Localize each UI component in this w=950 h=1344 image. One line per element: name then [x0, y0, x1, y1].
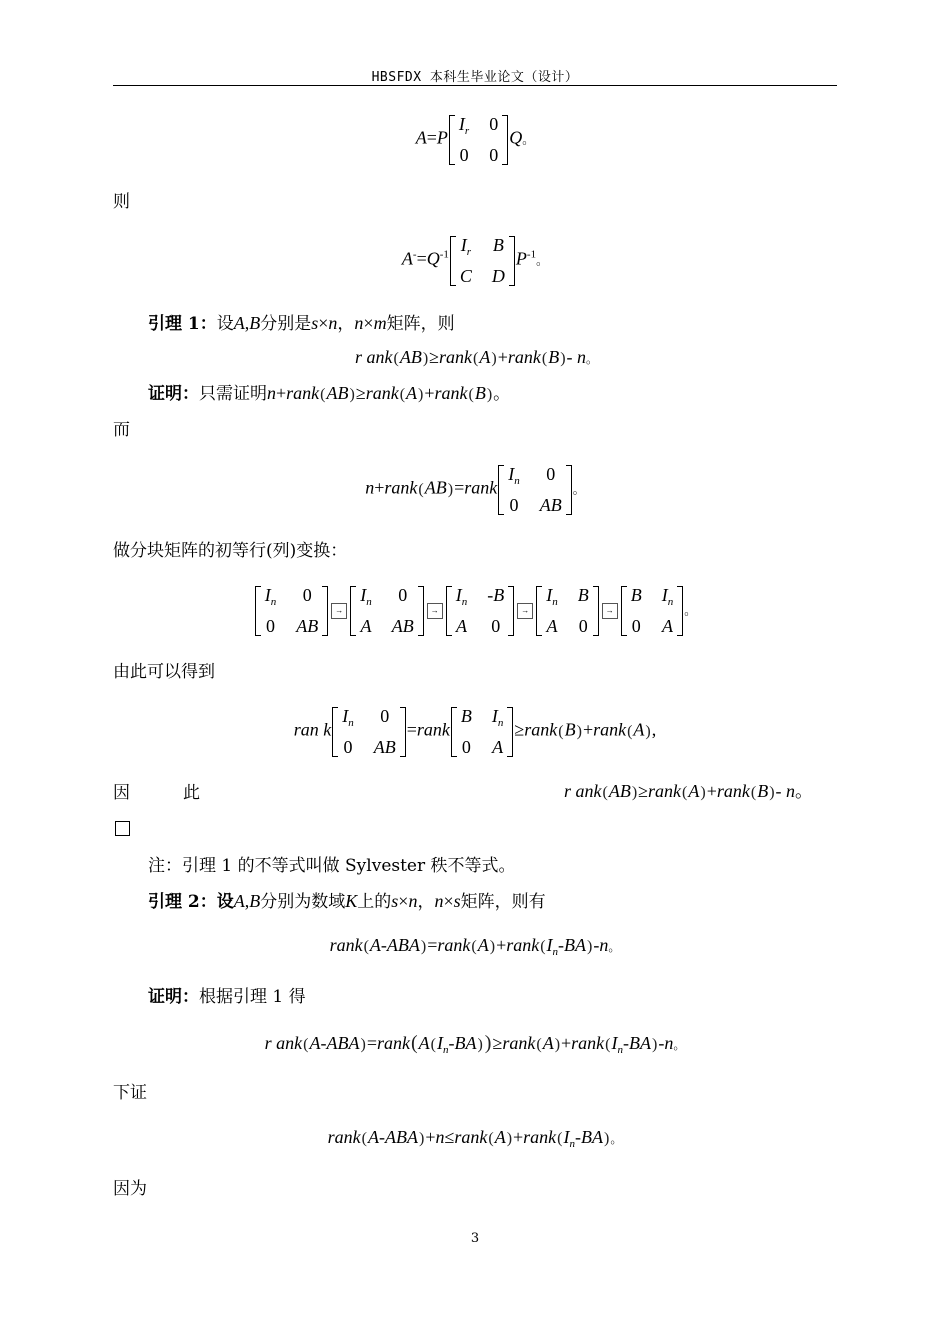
equation-rank-bound: ran k $I_n$ 0 0 AB =rank B $I_n$ 0 A ≥rank(B)+rank(A), — [293, 706, 657, 757]
transform-arrow-icon: → — [331, 603, 347, 619]
transform-arrow-icon: → — [427, 603, 443, 619]
paragraph-er: 而 — [113, 420, 130, 440]
lemma2-statement: 引理 2：设A,B分别为数域K上的s×n，n×s矩阵，则有 — [148, 891, 546, 912]
proof1-statement: 证明：只需证明n+rank(AB)≥rank(A)+rank(B)。 — [148, 383, 511, 404]
paragraph-derive: 由此可以得到 — [113, 662, 215, 682]
lemma1-statement: 引理 1：设A,B分别是s×n，n×m矩阵，则 — [148, 313, 455, 334]
lemma1-inequality: r ank(AB)≥rank(A)+rank(B)- n。 — [355, 347, 599, 367]
equation-a-decomposition: A=P $I_r$ 0 0 0 Q。 — [415, 114, 535, 165]
equation-block-rank: n+rank(AB)=rank $I_n$ 0 0 AB 。 — [365, 464, 585, 515]
paragraph-transform: 做分块矩阵的初等行(列)变换： — [113, 541, 348, 561]
lemma1-label: 引理 1： — [148, 314, 217, 334]
paragraph-yinwei: 因为 — [113, 1179, 147, 1199]
paragraph-xiazheng: 下证 — [113, 1083, 147, 1103]
proof2-statement: 证明：根据引理 1 得 — [148, 987, 306, 1007]
qed-box — [115, 820, 130, 842]
therefore-word-2: 此 — [183, 783, 200, 803]
running-header: HBSFDX 本科生毕业论文（设计） — [371, 70, 579, 85]
equation-transform-chain: $I_n$ 0 0 AB → $I_n$ 0 A AB → $I_n$ -B A 0 → $I_n$ B A 0 → B $I_n$ 0 A 。 — [113, 584, 837, 637]
proof1-label: 证明： — [148, 384, 199, 404]
transform-arrow-icon: → — [517, 603, 533, 619]
lemma2-label: 引理 2： — [148, 892, 217, 912]
proof2-label: 证明： — [148, 987, 199, 1007]
note-sylvester: 注：引理 1 的不等式叫做 Sylvester 秩不等式。 — [148, 856, 516, 876]
transform-arrow-icon: → — [602, 603, 618, 619]
equation-generalized-inverse: $A^-=Q^{-1}$ $I_r$ B C D $P^{-1}$。 — [401, 235, 549, 286]
proof2-inequality: r $ank(A-ABA)=rank(A(I_n-BA)$ )$\ge rank(A)+rank(I_n-BA)-n$。 — [264, 1032, 686, 1056]
therefore-word-1: 因 — [113, 783, 130, 803]
lemma2-equation: $rank(A-ABA)=rank(A)+rank(I_n-BA)-n$。 — [329, 935, 621, 958]
to-prove-inequality: $rank(A-ABA)+n\le rank(A)+rank(I_n-BA)$。 — [327, 1127, 623, 1150]
conclusion-inequality: r ank(AB)≥rank(A)+rank(B)- n。 — [564, 781, 814, 801]
header-rule — [113, 85, 837, 86]
paragraph-ze: 则 — [113, 192, 130, 212]
page-number: 3 — [470, 1231, 480, 1246]
